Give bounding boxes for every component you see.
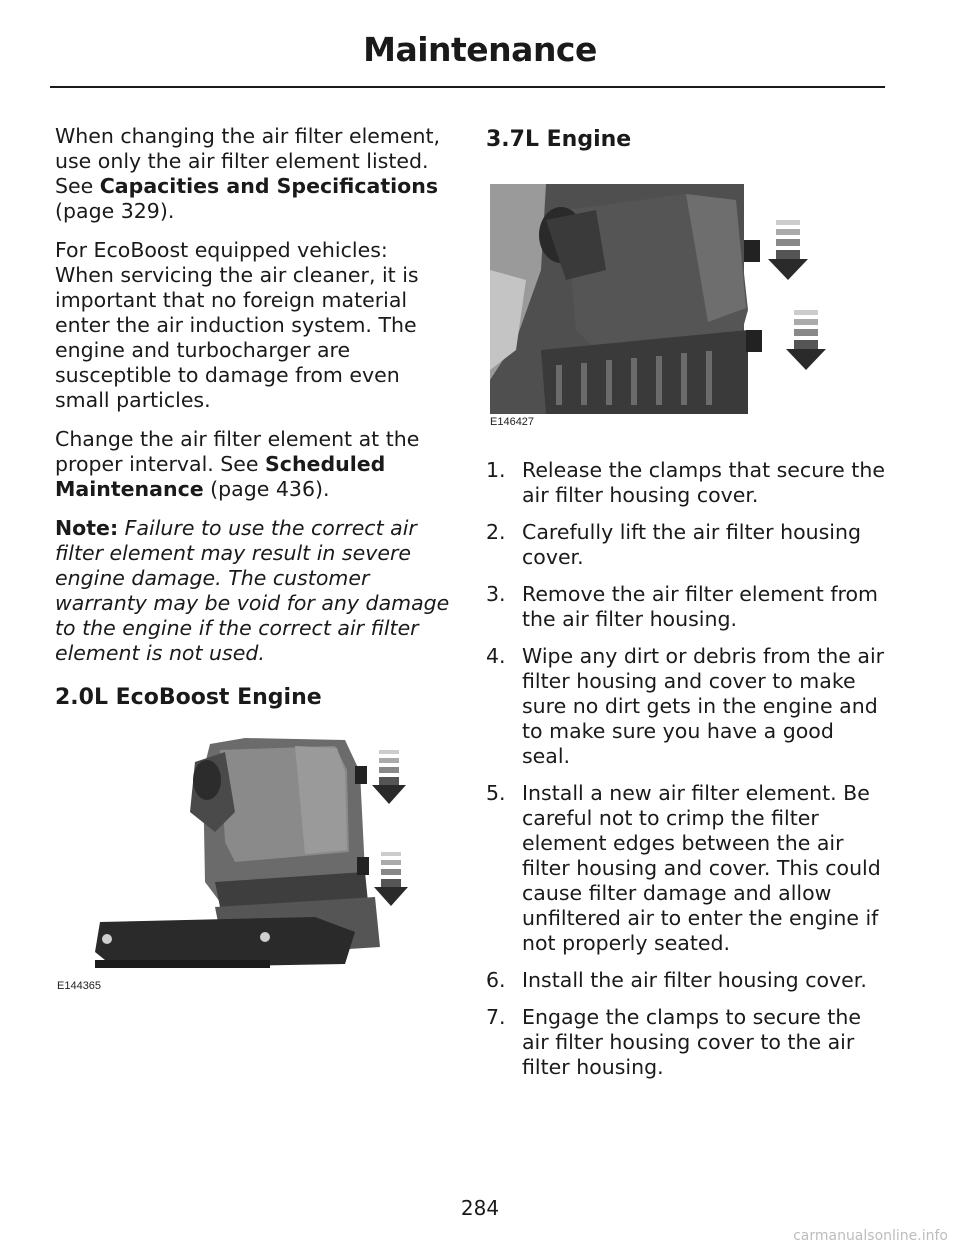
section-heading-37l: 3.7L Engine (486, 127, 632, 152)
note-label: Note: (55, 516, 119, 540)
link-capacities[interactable]: Capacities and Specifications (99, 174, 439, 198)
page-title: Maintenance (363, 30, 597, 69)
list-item: 2. Carefully lift the air filter housing cover. (486, 520, 861, 569)
list-item: 5. Install a new air filter element. Be careful not to crimp the filter element edges between the air filter housing and cover. This could cause filter damage and allow unfiltered air to enter the engine if not properly seated. (486, 781, 881, 955)
ecoboost-airbox-illustration (55, 732, 450, 994)
paragraph-interval: Change the air filter element at the proper interval. See Scheduled Maintenance (page 436). (55, 427, 420, 501)
figure-37l-airbox (486, 180, 886, 430)
section-heading-ecoboost: 2.0L EcoBoost Engine (55, 685, 322, 710)
37l-airbox-illustration (486, 180, 886, 418)
arrow-down-icon-bottom (374, 852, 408, 906)
list-item: 1. Release the clamps that secure the air filter housing cover. (486, 458, 885, 507)
link-scheduled-maintenance[interactable]: Scheduled Maintenance (55, 452, 386, 501)
right-column (486, 124, 886, 1092)
note-paragraph: Note: Failure to use the correct air filter element may result in severe engine damage. The customer warranty may be void for any damage to the engine if the correct air filter element is not used. (55, 516, 450, 665)
list-item: 7. Engage the clamps to secure the air filter housing cover to the air filter housing. (486, 1005, 861, 1079)
figure-ecoboost-airbox (55, 732, 450, 994)
paragraph-ecoboost: For EcoBoost equipped vehicles: When servicing the air cleaner, it is important that no foreign material enter the air induction system. The engine and turbocharger are susceptible to damage from even small particles. (55, 238, 419, 412)
figure-code-37l: E146427 (490, 416, 535, 428)
watermark: carmanualsonline.info (793, 1228, 948, 1244)
list-item: 3. Remove the air filter element from the air filter housing. (486, 582, 879, 631)
left-column (55, 124, 450, 994)
page-number: 284 (460, 1196, 500, 1220)
list-item: 4. Wipe any dirt or debris from the air filter housing and cover to make sure no dirt gets in the engine and to make sure you have a good seal. (486, 644, 885, 768)
arrow-down-icon-bottom (786, 310, 826, 370)
steps-list (486, 458, 886, 1080)
paragraph-filter-element: When changing the air filter element, use only the air filter element listed. See Capacities and Specifications (page 329). (55, 124, 441, 223)
figure-code-ecoboost: E144365 (57, 980, 102, 992)
header-divider (50, 86, 885, 88)
arrow-down-icon-top (768, 220, 808, 280)
arrow-down-icon-top (372, 750, 406, 804)
list-item: 6. Install the air filter housing cover. (486, 968, 867, 992)
